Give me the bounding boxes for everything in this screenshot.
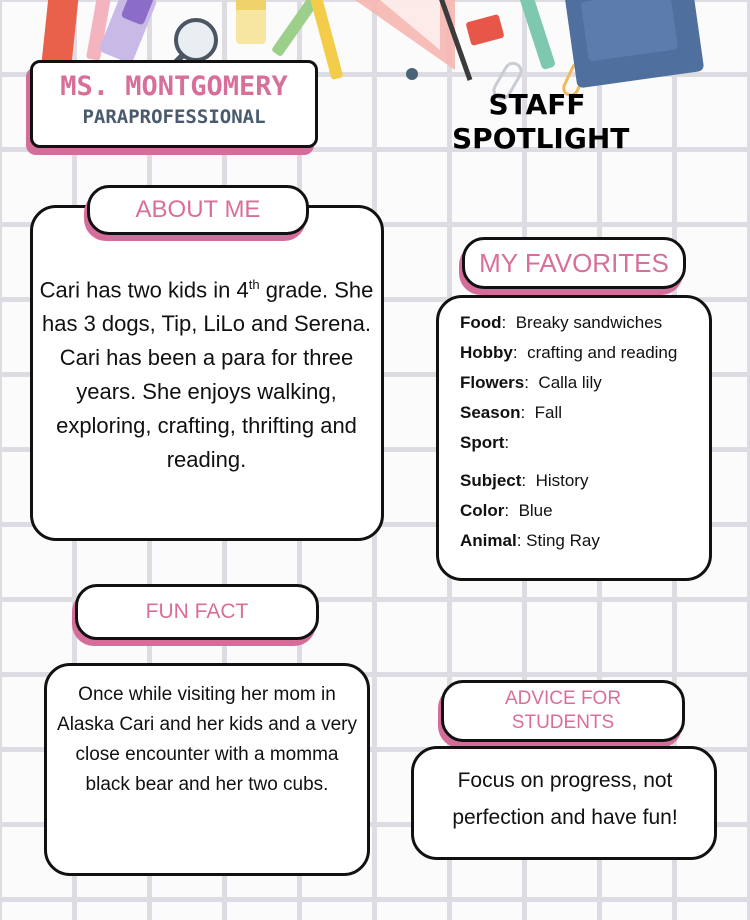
favorite-subject: Subject: History [460,471,589,490]
favorite-food: Food: Breaky sandwiches [460,313,663,332]
fun-fact-text: Once while visiting her mom in Alaska Cari and her kids and a very close encounter with a momma black bear and her two cubs. [57,684,357,795]
advice-tab [441,680,685,742]
favorite-season: Season: Fall [460,403,563,422]
staff-name: MS. MONTGOMERY [60,71,288,102]
advice-title-line2: STUDENTS [511,712,615,733]
advice-text: Focus on progress, not perfection and have fun! [452,769,678,829]
pushpin-icon [406,68,418,80]
favorite-sport: Sport: [460,433,514,452]
favorite-flowers: Flowers: Calla lily [460,373,602,392]
favorites-list [460,308,705,556]
favorites-title: MY FAVORITES [479,248,669,278]
protractor-ruler-icon [355,0,455,70]
glue-stick-icon [236,0,266,44]
staff-spotlight-title: STAFF SPOTLIGHT [452,88,630,155]
about-me-title: ABOUT ME [135,196,261,223]
name-card [30,60,318,148]
favorite-animal: Animal: Sting Ray [460,531,600,550]
about-me-text: Cari has two kids in 4th grade. She has 3 dogs, Tip, LiLo and Serena. Cari has been a para for three years. She enjoys walking, exploring, crafting, thrifting and reading. [39,277,374,473]
teal-pen-icon [518,0,556,70]
favorite-hobby: Hobby: crafting and reading [460,343,678,362]
advice-title-line1: ADVICE FOR [504,688,622,709]
staff-role: PARAPROFESSIONAL [82,106,266,128]
about-me-tab [87,185,309,235]
favorite-color: Color: Blue [460,501,553,520]
notebook-icon [564,0,705,88]
fun-fact-title: FUN FACT [145,600,249,623]
fun-fact-tab [75,584,319,640]
sharpener-icon [465,14,504,46]
favorites-tab [462,237,686,289]
